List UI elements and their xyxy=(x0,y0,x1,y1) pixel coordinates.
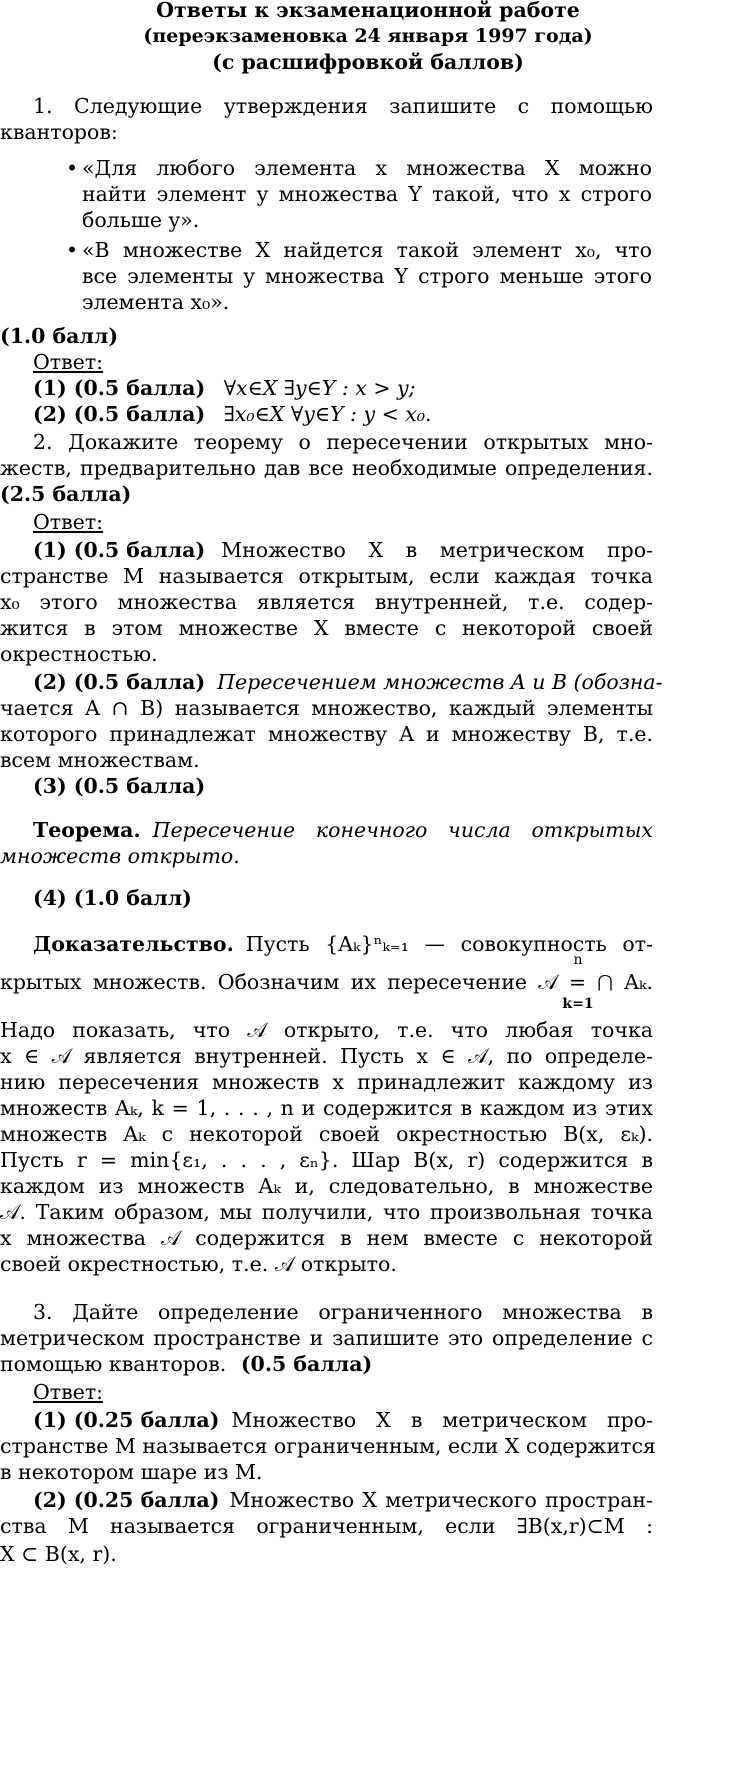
q2-part1-line1 xyxy=(33,536,653,564)
proof-line6: множеств Aₖ, k = 1, . . . , n и содержится в каждом из этих xyxy=(0,1096,653,1120)
theorem-line2: множеств открыто. xyxy=(0,844,240,868)
theorem-label: Теорема. xyxy=(33,818,141,842)
q1-answer1-formula: ∀x∈X ∃y∈Y : x > y; xyxy=(223,376,416,400)
proof-line2: крытых множеств. Обозначим их пересечение 𝒜 = ⋂ Aₖ. xyxy=(0,970,653,994)
proof-line4: x ∈ 𝒜 является внутренней. Пусть x ∈ 𝒜, по определе- xyxy=(0,1044,653,1068)
q3-part1-line2: странстве M называется ограниченным, если X содержится xyxy=(0,1434,656,1458)
bullet-icon: • xyxy=(66,238,79,262)
q1-points: (1.0 балл) xyxy=(0,324,119,348)
proof-label: Доказательство. xyxy=(33,932,234,956)
doc-subtitle: (переэкзаменовка 24 января 1997 года) xyxy=(143,25,593,47)
q3-part1-line1 xyxy=(33,1406,653,1434)
doc-note: (с расшифровкой баллов) xyxy=(212,50,524,74)
proof-line12: своей окрестностью, т.е. 𝒜 открыто. xyxy=(0,1252,397,1276)
proof-intersection-sup: n xyxy=(573,952,583,968)
theorem-line1 xyxy=(33,816,653,844)
q3-answer-label: Ответ: xyxy=(33,1380,104,1404)
q2-part1-text: Множество X в метрическом про- xyxy=(221,538,653,562)
q3-part2-line2: ства M называется ограниченным, если ∃B(x,r)⊂M : xyxy=(0,1514,653,1538)
q1-text-line1: 1. Следующие утверждения запишите с помощью xyxy=(33,94,653,118)
q2-part4-points: (4) (1.0 балл) xyxy=(33,886,192,910)
q1-bullet1-line2: найти элемент y множества Y такой, что x строго xyxy=(82,182,652,206)
q2-text-line1: 2. Докажите теорему о пересечении открытых мно- xyxy=(33,430,653,454)
bullet-icon: • xyxy=(66,156,79,180)
q1-answer2-formula: ∃x₀∈X ∀y∈Y : y < x₀. xyxy=(223,402,432,426)
q3-points: (0.5 балла) xyxy=(240,1352,373,1376)
q1-bullet1-line1: «Для любого элемента x множества X можно xyxy=(82,156,652,180)
q2-part2-line4: всем множествам. xyxy=(0,748,200,772)
q1-bullet2-line1: «В множестве X найдется такой элемент x₀, что xyxy=(82,238,652,262)
q1-answer2 xyxy=(33,400,736,428)
q3-part1-points: (1) (0.25 балла) xyxy=(33,1408,220,1432)
q3-text-line2: метрическом пространстве и запишите это определение с xyxy=(0,1326,653,1350)
q2-part2-line2: чается A ∩ B) называется множество, каждый элементы xyxy=(0,696,653,720)
q3-text-line1: 3. Дайте определение ограниченного множества в xyxy=(33,1300,653,1324)
q2-part2-line3: которого принадлежат множеству A и множеству B, т.е. xyxy=(0,722,653,746)
q2-part1-line5: окрестностью. xyxy=(0,642,158,666)
q3-part1-line3: в некотором шаре из M. xyxy=(0,1460,263,1484)
theorem-text: Пересечение конечного числа открытых xyxy=(152,818,653,842)
proof-line5: нию пересечения множеств x принадлежит каждому из xyxy=(0,1070,653,1094)
q2-part3-points: (3) (0.5 балла) xyxy=(33,774,206,798)
q1-bullet1-line3: больше y». xyxy=(82,208,200,232)
q2-part1-line2: странстве M называется открытым, если каждая точка xyxy=(0,564,653,588)
proof-line7: множеств Aₖ с некоторой своей окрестностью B(x, εₖ). xyxy=(0,1122,653,1146)
q1-answer1 xyxy=(33,374,736,402)
proof-intersection-sub: k=1 xyxy=(562,996,594,1012)
q2-part1-line4: жится в этом множестве X вместе с некоторой своей xyxy=(0,616,653,640)
q2-part1-points: (1) (0.5 балла) xyxy=(33,538,206,562)
q2-text-line2: жеств, предварительно дав все необходимые определения. xyxy=(0,456,653,480)
doc-title: Ответы к экзаменационной работе xyxy=(156,0,580,22)
q3-text-line3-text: помощью кванторов. xyxy=(0,1352,227,1376)
q2-part1-line3: x₀ этого множества является внутренней, т.е. содер- xyxy=(0,590,653,614)
q3-part1-text: Множество X в метрическом про- xyxy=(231,1408,653,1432)
q3-text-line3 xyxy=(0,1350,736,1378)
q3-part2-text: Множество X метрического простран- xyxy=(229,1488,653,1512)
proof-line9: каждом из множеств Aₖ и, следовательно, в множестве xyxy=(0,1174,653,1198)
q1-answer-label: Ответ: xyxy=(33,350,104,374)
q1-bullet2-line2: все элементы y множества Y строго меньше этого xyxy=(82,264,652,288)
q3-part2-line1 xyxy=(33,1486,653,1514)
q2-answer-label: Ответ: xyxy=(33,510,104,534)
proof-line11: x множества 𝒜 содержится в нем вместе с некоторой xyxy=(0,1226,653,1250)
proof-line1 xyxy=(33,930,653,958)
q2-points: (2.5 балла) xyxy=(0,482,132,506)
q2-part2-text: Пересечением множеств A и B (обозна- xyxy=(217,670,663,694)
q1-answer1-points: (1) (0.5 балла) xyxy=(33,376,206,400)
proof-line10: 𝒜. Таким образом, мы получили, что произвольная точка xyxy=(0,1200,653,1224)
q2-part2-line1 xyxy=(33,668,663,696)
q1-bullet2-line3: элемента x₀». xyxy=(82,290,230,314)
q1-answer2-points: (2) (0.5 балла) xyxy=(33,402,206,426)
q2-part2-points: (2) (0.5 балла) xyxy=(33,670,206,694)
q3-part2-points: (2) (0.25 балла) xyxy=(33,1488,220,1512)
q3-part2-line3: X ⊂ B(x, r). xyxy=(0,1542,117,1566)
proof-line8: Пусть r = min{ε₁, . . . , εₙ}. Шар B(x, r) содержится в xyxy=(0,1148,653,1172)
proof-text: Пусть {Aₖ}ⁿₖ₌₁ — совокупность от- xyxy=(245,932,653,956)
q1-text-line2: кванторов: xyxy=(0,120,118,144)
proof-line3: Надо показать, что 𝒜 открыто, т.е. что любая точка xyxy=(0,1018,653,1042)
